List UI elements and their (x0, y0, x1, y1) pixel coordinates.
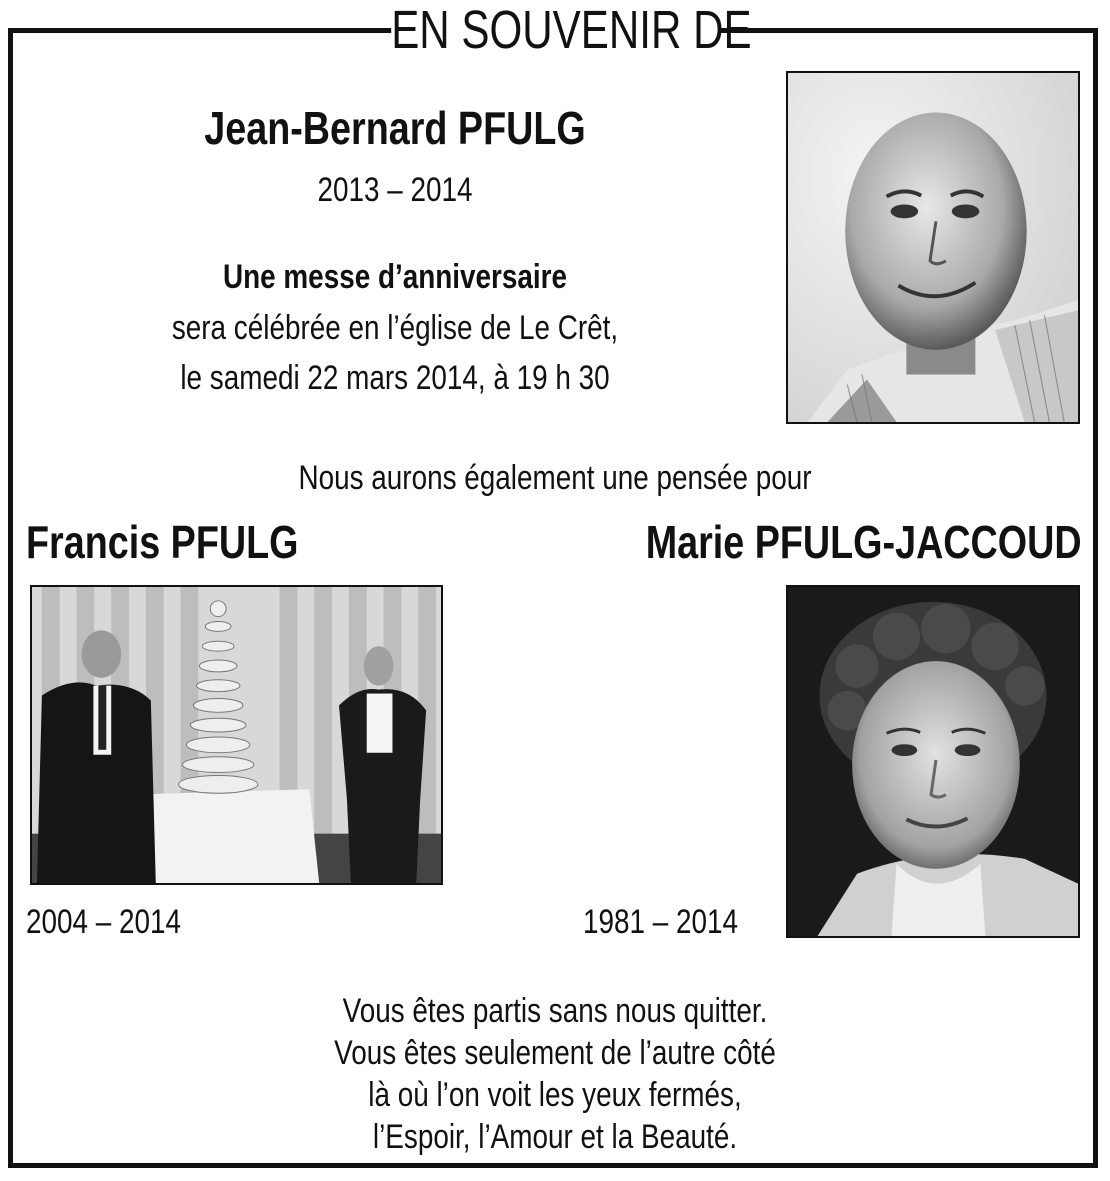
mass-line-2: le samedi 22 mars 2014, à 19 h 30 (180, 359, 610, 397)
group-photo-icon (32, 587, 441, 883)
marie-years: 1981 – 2014 (583, 903, 739, 941)
mass-line-1: sera célébrée en l’église de Le Crêt, (171, 309, 619, 347)
portrait-photo-icon (788, 73, 1078, 422)
poem-line: Vous êtes partis sans nous quitter. (342, 992, 768, 1030)
main-person-name: Jean-Bernard PFULG (204, 102, 586, 154)
mass-heading: Une messe d’anniversaire (222, 258, 568, 296)
page-title: EN SOUVENIR DE (391, 0, 752, 60)
francis-photo (30, 585, 443, 885)
poem-line: l’Espoir, l’Amour et la Beauté. (372, 1118, 738, 1156)
also-remember-text: Nous aurons également une pensée pour (298, 459, 812, 497)
portrait-photo-icon (788, 587, 1078, 936)
jean-bernard-photo (786, 71, 1080, 424)
marie-photo (786, 585, 1080, 938)
francis-years: 2004 – 2014 (26, 903, 182, 941)
francis-name: Francis PFULG (26, 516, 299, 568)
poem-line: Vous êtes seulement de l’autre côté (334, 1034, 776, 1072)
poem-line: là où l’on voit les yeux fermés, (368, 1076, 742, 1114)
marie-name: Marie PFULG-JACCOUD (646, 516, 1082, 568)
main-person-years: 2013 – 2014 (317, 171, 473, 209)
